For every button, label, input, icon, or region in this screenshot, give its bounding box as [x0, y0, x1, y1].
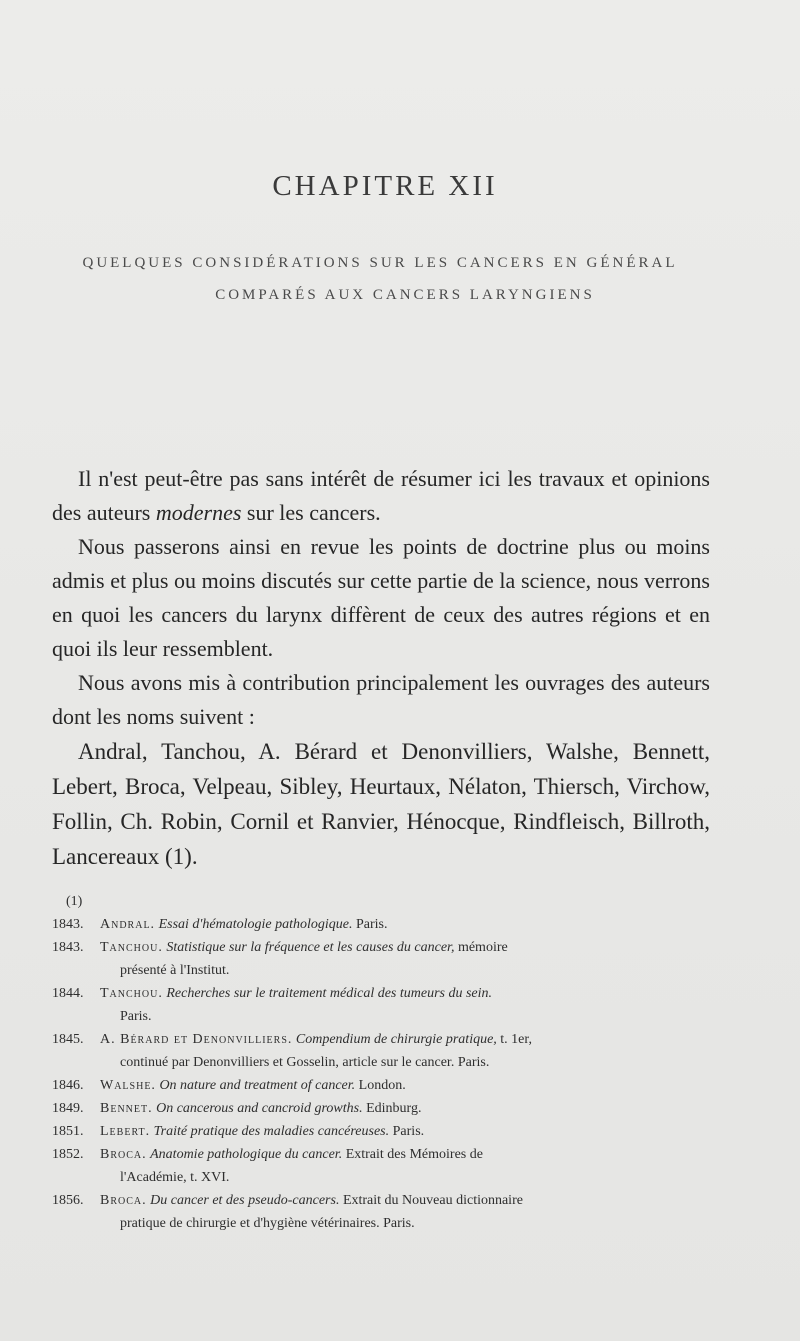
footnote-content [100, 913, 712, 936]
footnote-author: Tanchou. [100, 940, 163, 955]
footnote-entry [52, 936, 712, 982]
paragraph-1-emphasis: modernes [155, 500, 242, 525]
footnote-year: 1843. [52, 917, 84, 932]
paragraph-1-start: Il n'est peut-être pas sans intérêt de résumer ici les travaux et opinions des auteurs [52, 466, 710, 525]
footnote-title: Essai d'hématologie pathologique. [158, 917, 353, 932]
chapter-title: CHAPITRE XII [272, 170, 498, 202]
footnote-year: 1845. [52, 1032, 84, 1047]
footnote-rest: Paris. [392, 1124, 425, 1139]
footnote-continuation: l'Académie, t. XVI. [120, 1170, 230, 1185]
footnote-title: On nature and treatment of cancer. [159, 1078, 356, 1093]
footnote-year: 1852. [52, 1147, 84, 1162]
footnote-entry [52, 1028, 712, 1074]
chapter-subtitle-line1: QUELQUES CONSIDÉRATIONS SUR LES CANCERS EN GÉNÉRAL [82, 255, 678, 271]
footnote-year: 1849. [52, 1101, 84, 1116]
footnote-rest: Paris. [355, 917, 388, 932]
footnote-author: A. Bérard et Denonvilliers. [100, 1032, 293, 1047]
footnote-entry [52, 913, 712, 936]
footnote-content [100, 1143, 712, 1189]
footnote-list [52, 913, 712, 1235]
paragraph-1-end: sur les cancers. [246, 500, 381, 525]
footnote-continuation: pratique de chirurgie et d'hygiène vétérinaires. Paris. [120, 1216, 415, 1231]
footnote-entry [52, 1120, 712, 1143]
chapter-subtitle-line2: COMPARÉS AUX CANCERS LARYNGIENS [215, 287, 595, 303]
footnote-title: Du cancer et des pseudo-cancers. [150, 1193, 340, 1208]
footnote-title: Traité pratique des maladies cancéreuses. [153, 1124, 390, 1139]
footnote-author: Broca. [100, 1193, 147, 1208]
footnote-marker: (1) [66, 894, 83, 909]
footnote-year: 1856. [52, 1193, 84, 1208]
paragraph-2: Nous passerons ainsi en revue les points de doctrine plus ou moins admis et plus ou moins discutés sur cette partie de la science, nous verrons en quoi les cancers du larynx diffèrent de ceux des autres régions et en quoi ils leur ressemblent. [52, 534, 710, 661]
footnote-rest: Edinburg. [366, 1101, 422, 1116]
footnote-year: 1851. [52, 1124, 84, 1139]
footnote-entry [52, 1143, 712, 1189]
paragraph-1 [52, 462, 710, 530]
footnote-author: Broca. [100, 1147, 147, 1162]
author-list: Andral, Tanchou, A. Bérard et Denonvilliers, Walshe, Bennett, Lebert, Broca, Velpeau, Sibley, Heurtaux, Nélaton, Thiersch, Virchow, Follin, Ch. Robin, Cornil et Ranvier, Hénocque, Rindfleisch, Billroth, Lancereaux (1). [52, 739, 710, 869]
body-text [52, 462, 710, 874]
footnote-continuation: présenté à l'Institut. [120, 963, 230, 978]
footnote-entry [52, 982, 712, 1028]
footnote-content [100, 1097, 712, 1120]
footnote-content [100, 1120, 712, 1143]
footnote-rest: mémoire [457, 940, 508, 955]
footnote-title: On cancerous and cancroid growths. [156, 1101, 363, 1116]
footnote-entry [52, 1097, 712, 1120]
footnote-author: Bennet. [100, 1101, 153, 1116]
footnote-rest: Extrait des Mémoires de [345, 1147, 483, 1162]
footnote-year: 1846. [52, 1078, 84, 1093]
footnote-continuation: continué par Denonvilliers et Gosselin, article sur le cancer. Paris. [120, 1055, 490, 1070]
footnote-continuation: Paris. [120, 1009, 152, 1024]
footnote-author: Lebert. [100, 1124, 151, 1139]
footnote-content [100, 1189, 712, 1235]
footnote-title: Compendium de chirurgie pratique, [295, 1032, 497, 1047]
footnote-title: Anatomie pathologique du cancer. [150, 1147, 343, 1162]
footnote-year: 1843. [52, 940, 84, 955]
paragraph-3: Nous avons mis à contribution principalement les ouvrages des auteurs dont les noms suivent : [52, 670, 710, 729]
footnote-entry [52, 1189, 712, 1235]
footnote-rest: t. 1er, [500, 1032, 533, 1047]
footnote-year: 1844. [52, 986, 84, 1001]
footnotes [52, 890, 712, 1235]
footnote-entry [52, 1074, 712, 1097]
footnote-content [100, 1074, 712, 1097]
footnote-author: Walshe. [100, 1078, 156, 1093]
footnote-content [100, 1028, 712, 1074]
footnote-rest: Extrait du Nouveau dictionnaire [342, 1193, 523, 1208]
footnote-title: Recherches sur le traitement médical des tumeurs du sein. [166, 986, 493, 1001]
footnote-author: Tanchou. [100, 986, 163, 1001]
footnote-content [100, 936, 712, 982]
footnote-rest: London. [358, 1078, 406, 1093]
footnote-content [100, 982, 712, 1028]
footnote-title: Statistique sur la fréquence et les causes du cancer, [166, 940, 455, 955]
footnote-author: Andral. [100, 917, 156, 932]
